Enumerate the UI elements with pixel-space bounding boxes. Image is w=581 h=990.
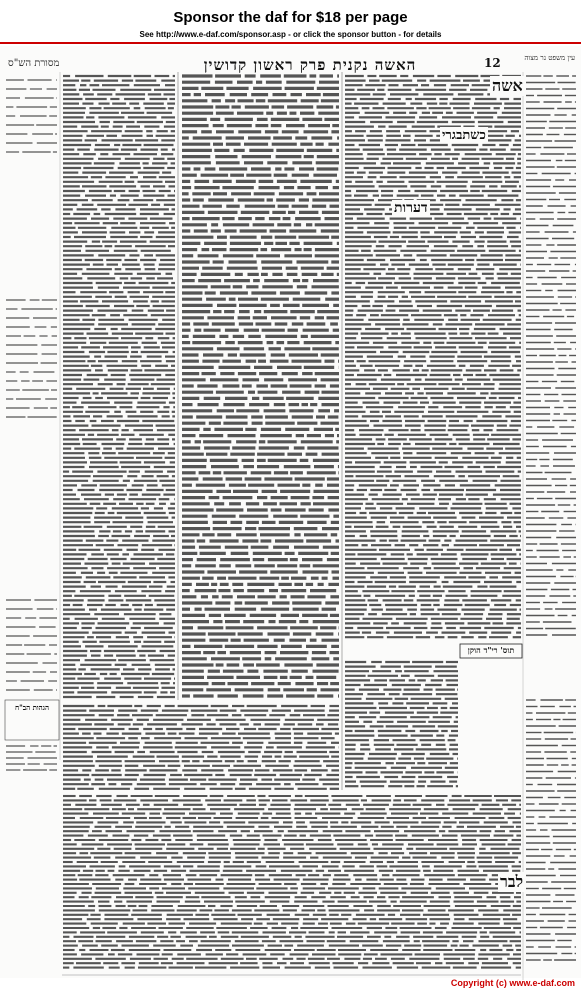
keyword-laber: לבר	[500, 872, 524, 891]
gemara-column-lines	[182, 76, 339, 696]
sponsor-banner-title[interactable]: Sponsor the daf for $18 per page	[173, 9, 408, 26]
left-margin-lines	[6, 80, 57, 770]
masoret-hashas-label: מסורת הש"ס	[8, 58, 60, 69]
sponsor-banner-subtitle[interactable]: See http://www.e-daf.com/sponsor.asp - or click the sponsor button - for details	[139, 30, 442, 39]
page-number: 12	[484, 56, 501, 70]
right-margin-lines	[526, 76, 576, 960]
section-label: הגהות הב"ח	[14, 703, 50, 712]
copyright-link[interactable]: Copyright (c) www.e-daf.com	[450, 978, 575, 988]
ein-mishpat-label: עין משפט נר מצוה	[524, 54, 575, 62]
running-title: האשה נקנית פרק ראשון קדושין	[203, 56, 417, 74]
commentary-box-label: תוס' רי"ד הוקן	[467, 645, 515, 655]
rashi-column-lines	[345, 76, 521, 786]
keyword-daarot: דערות	[394, 200, 428, 216]
opening-word-isha: אשה	[492, 76, 523, 95]
tosafot-column-lines	[63, 76, 175, 697]
keyword-kshetivgeri: כשתבגרי	[442, 128, 486, 143]
